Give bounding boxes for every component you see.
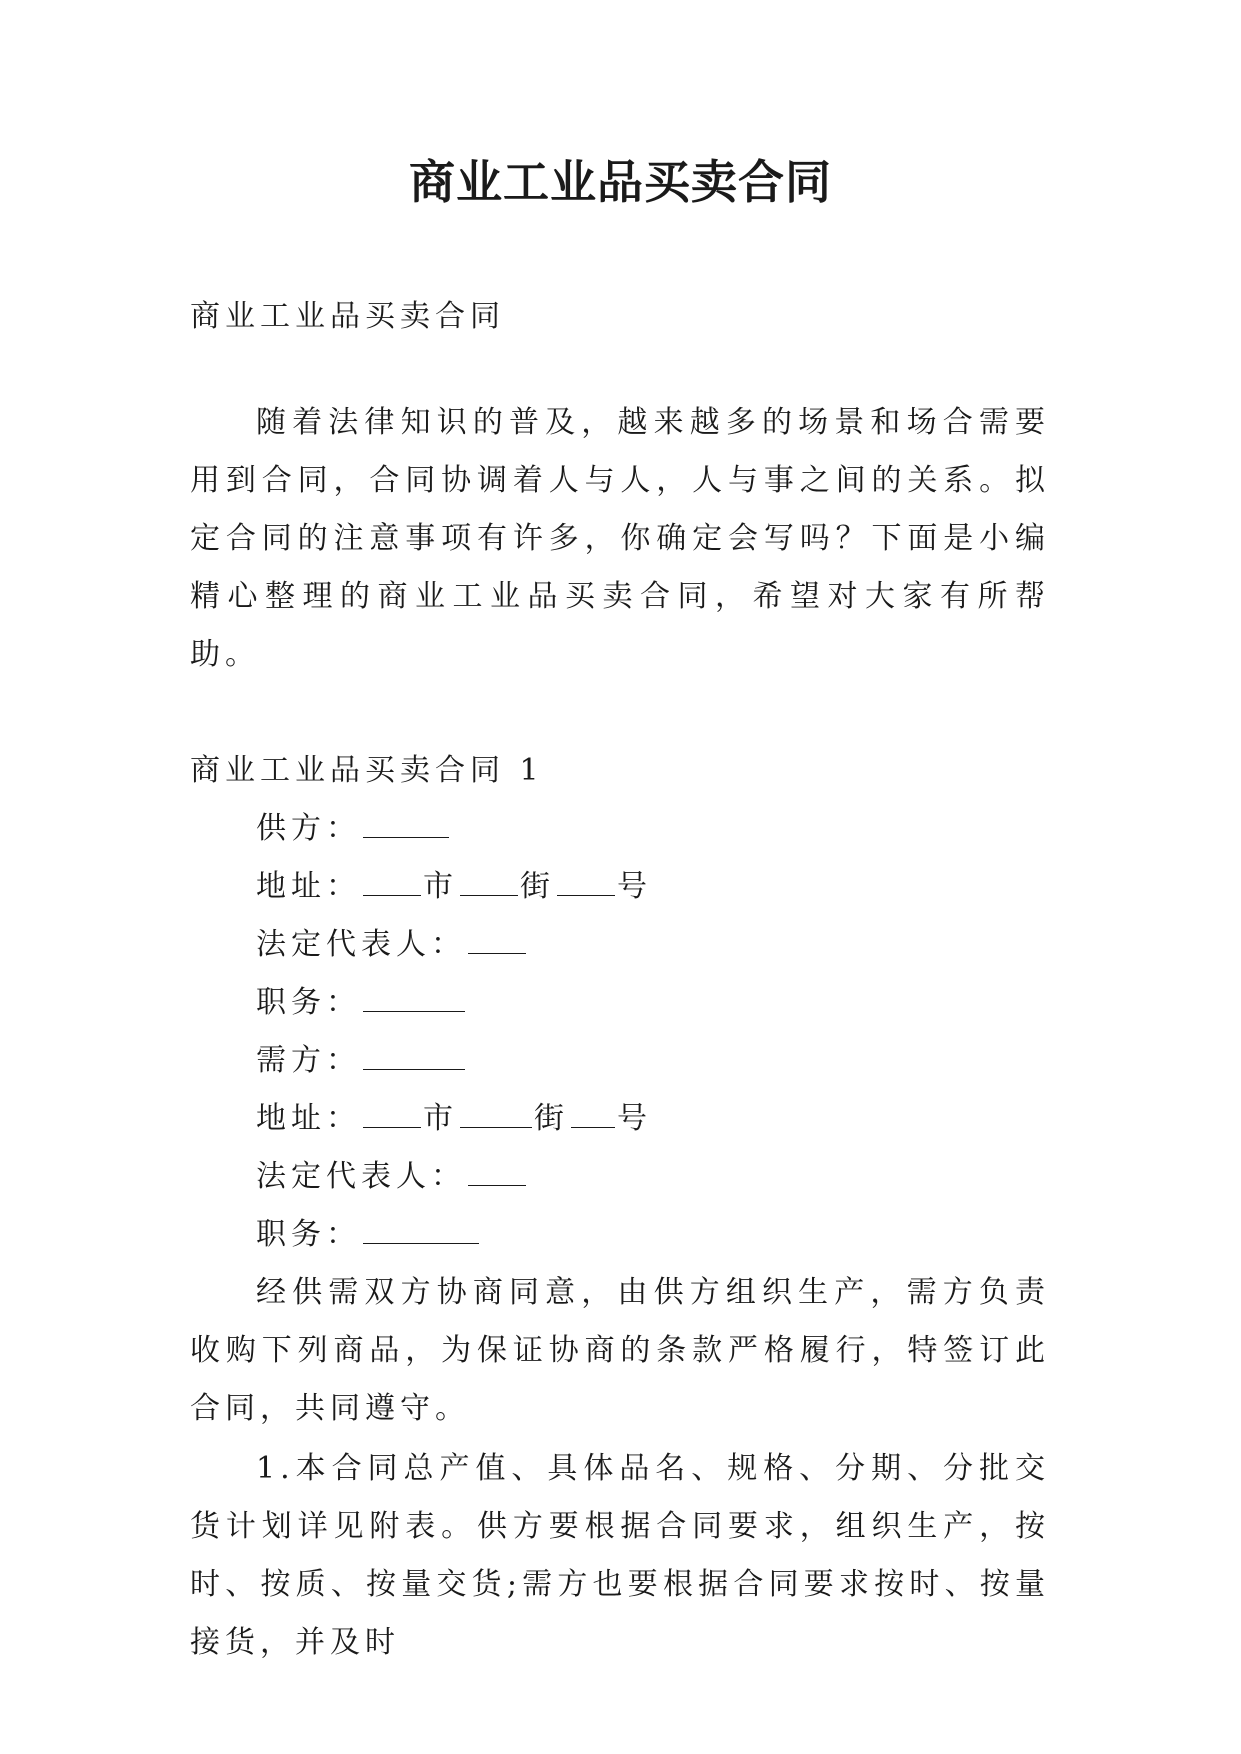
supplier-city-unit: 市 bbox=[423, 869, 458, 904]
document-title: 商业工业品买卖合同 bbox=[409, 155, 832, 209]
supplier-position-field bbox=[190, 974, 1050, 1032]
supplier-city-blank bbox=[363, 869, 421, 896]
supplier-label: 供方： bbox=[256, 811, 361, 846]
buyer-city-unit: 市 bbox=[423, 1101, 458, 1136]
buyer-address-field bbox=[190, 1090, 1050, 1148]
buyer-name-field bbox=[190, 1032, 1050, 1090]
supplier-rep-blank bbox=[468, 927, 526, 954]
supplier-rep-label: 法定代表人： bbox=[256, 927, 466, 962]
buyer-position-field bbox=[190, 1206, 1050, 1264]
buyer-street-unit: 街 bbox=[534, 1101, 569, 1136]
buyer-rep-field bbox=[190, 1148, 1050, 1206]
supplier-address-label: 地址： bbox=[256, 869, 361, 904]
document-body bbox=[190, 288, 1050, 1672]
supplier-position-label: 职务： bbox=[256, 985, 361, 1020]
supplier-number-blank bbox=[557, 869, 615, 896]
buyer-number-unit: 号 bbox=[617, 1101, 652, 1136]
document-subtitle: 商业工业品买卖合同 bbox=[190, 299, 505, 334]
supplier-name-field bbox=[190, 800, 1050, 858]
clause-1-paragraph: 1.本合同总产值、具体品名、规格、分期、分批交货计划详见附表。供方要根据合同要求，组织生产，按时、按质、按量交货;需方也要根据合同要求按时、按量接货，并及时 bbox=[190, 1451, 1050, 1660]
buyer-rep-blank bbox=[468, 1159, 526, 1186]
buyer-position-label: 职务： bbox=[256, 1217, 361, 1252]
supplier-name-blank bbox=[363, 811, 449, 838]
supplier-street-unit: 街 bbox=[520, 869, 555, 904]
buyer-rep-label: 法定代表人： bbox=[256, 1159, 466, 1194]
supplier-address-field bbox=[190, 858, 1050, 916]
buyer-name-blank bbox=[363, 1043, 465, 1070]
intro-paragraph: 随着法律知识的普及，越来越多的场景和场合需要用到合同，合同协调着人与人，人与事之间的关系。拟定合同的注意事项有许多，你确定会写吗？下面是小编精心整理的商业工业品买卖合同，希望对大家有所帮助。 bbox=[190, 405, 1050, 672]
buyer-position-blank bbox=[363, 1217, 479, 1244]
section-heading: 商业工业品买卖合同 1 bbox=[190, 753, 544, 788]
supplier-number-unit: 号 bbox=[617, 869, 652, 904]
buyer-city-blank bbox=[363, 1101, 421, 1128]
agreement-paragraph: 经供需双方协商同意，由供方组织生产，需方负责收购下列商品，为保证协商的条款严格履行，特签订此合同，共同遵守。 bbox=[190, 1275, 1050, 1426]
buyer-address-label: 地址： bbox=[256, 1101, 361, 1136]
supplier-rep-field bbox=[190, 916, 1050, 974]
supplier-position-blank bbox=[363, 985, 465, 1012]
buyer-street-blank bbox=[460, 1101, 532, 1128]
buyer-number-blank bbox=[571, 1101, 615, 1128]
buyer-label: 需方： bbox=[256, 1043, 361, 1078]
supplier-street-blank bbox=[460, 869, 518, 896]
